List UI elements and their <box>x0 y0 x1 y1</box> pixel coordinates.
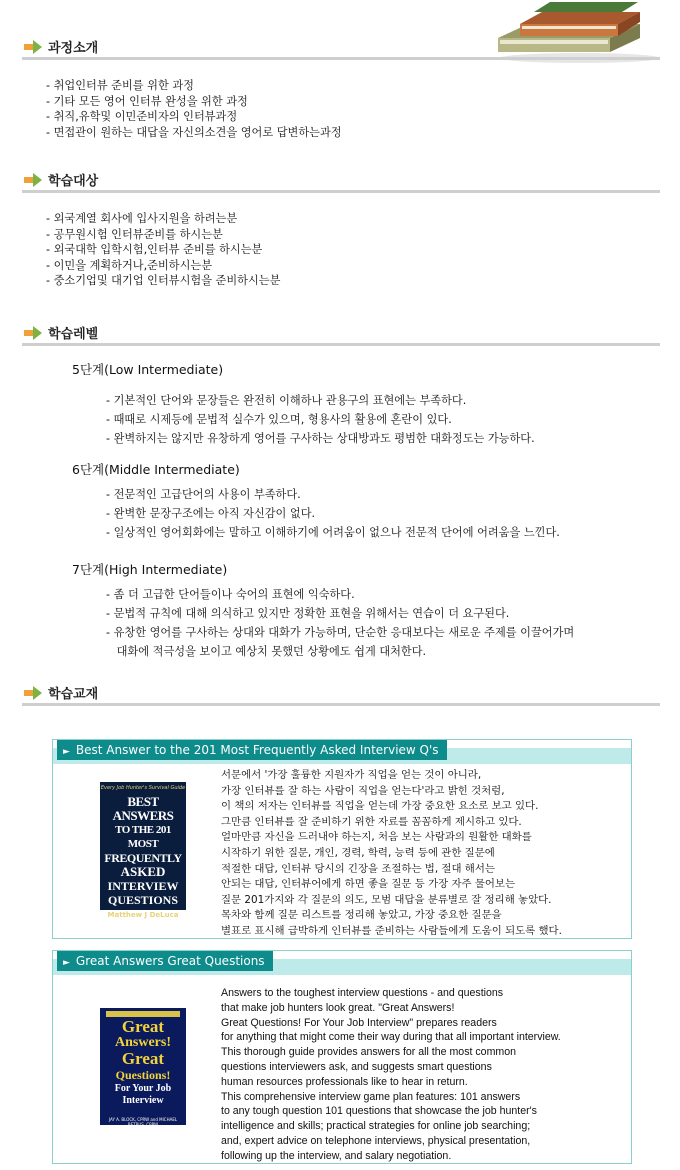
section-title: 학습레벨 <box>48 327 99 342</box>
list-item: 대화에 적극성을 보이고 예상치 못했던 상황에도 쉽게 대처한다. <box>106 645 427 658</box>
cover-title-line: Answers! <box>115 1035 171 1050</box>
cover-title-line: INTERVIEW <box>107 879 179 893</box>
book-card <box>52 950 632 1164</box>
section-divider <box>22 190 660 193</box>
level-5-title: 5단계(Low Intermediate) <box>72 362 224 377</box>
triangle-right-icon: ► <box>63 958 70 968</box>
description-line: questions interviewers ask, and suggests smart questions <box>221 1060 492 1073</box>
description-line: for anything that might come their way during that all important interview. <box>221 1031 561 1044</box>
book-title: Best Answer to the 201 Most Frequently Asked Interview Q's <box>75 743 439 757</box>
description-line: This comprehensive interview game plan features: 101 answers <box>221 1090 521 1103</box>
list-item: - 완벽하지는 않지만 유창하게 영어를 구사하는 상대방과도 평범한 대화정도는 가능하다. <box>106 432 535 445</box>
list-item: - 면접관이 원하는 대답을 자신의소견을 영어로 답변하는과정 <box>46 125 342 139</box>
list-item: - 취업인터뷰 준비를 위한 과정 <box>46 79 194 92</box>
list-item: - 외국대학 입학시험,인터뷰 준비를 하시는분 <box>46 243 263 256</box>
section-header-target-learners <box>22 167 660 193</box>
cover-title-line: Questions! <box>115 1068 171 1082</box>
description-line: that make job hunters look great. "Great Answers! <box>221 1001 455 1014</box>
list-item: - 이민을 계획하거나,준비하시는분 <box>46 258 213 272</box>
book-description <box>221 986 561 1164</box>
arrow-icon <box>24 40 42 54</box>
book-title: Great Answers Great Questions <box>75 954 265 968</box>
level-6-title: 6단계(Middle Intermediate) <box>72 462 240 477</box>
description-line: 가장 인터뷰를 잘 하는 사람이 직업을 얻는다'라고 밝힌 것처럼, <box>221 784 505 797</box>
list-item: - 유창한 영어를 구사하는 상대와 대화가 가능하며, 단순한 응대보다는 새로운 주제를 이끌어가며 <box>106 626 575 639</box>
description-line: following up the interview, and salary negotiation. <box>221 1149 452 1162</box>
list-item: - 기본적인 단어와 문장들은 완전히 이해하나 관용구의 표현에는 부족하다. <box>106 394 467 407</box>
description-line: 시작하기 위한 질문, 개인, 경력, 학력, 능력 등에 관한 질문에 <box>221 846 495 859</box>
level-5-list <box>106 391 535 448</box>
arrow-icon <box>24 686 42 700</box>
list-item: - 일상적인 영어회화에는 말하고 이해하기에 어려움이 없으나 전문적 단어에 어려움을 느낀다. <box>106 526 560 539</box>
description-line: This thorough guide provides answers for all the most common <box>221 1046 517 1059</box>
description-line: Great Questions! For Your Job Interview" prepares readers <box>221 1016 497 1029</box>
description-line: 서문에서 '가장 훌륭한 지원자가 직업을 얻는 것이 아니라, <box>221 769 482 781</box>
book-title-tab <box>57 740 447 760</box>
section-header-materials <box>22 680 660 706</box>
cover-title-line: Interview <box>122 1095 164 1106</box>
list-item: - 완벽한 문장구조에는 아직 자신감이 없다. <box>106 507 316 520</box>
arrow-icon <box>24 326 42 340</box>
description-line: and, expert advice on telephone interviews, physical presentation, <box>221 1134 531 1147</box>
cover-title-line: BEST ANSWERS <box>112 794 174 823</box>
book-card <box>52 739 632 939</box>
book-title-tab <box>57 951 273 971</box>
cover-title-line: QUESTIONS <box>107 893 179 907</box>
cover-title-line: For Your Job <box>114 1083 172 1094</box>
list-item: - 때때로 시제등에 문법적 실수가 있으며, 형용사의 활용에 혼란이 있다. <box>106 413 452 426</box>
description-line: 이 책의 저자는 인터뷰를 직업을 얻는데 가장 중요한 요소로 보고 있다. <box>221 800 539 813</box>
section-title: 과정소개 <box>48 41 99 56</box>
description-line: 목차와 함께 질문 리스트를 정리해 놓았고, 가장 중요한 질문을 <box>221 909 502 922</box>
cover-author: Matthew J DeLuca <box>107 911 179 919</box>
level-7-title: 7단계(High Intermediate) <box>72 562 228 577</box>
arrow-icon <box>24 173 42 187</box>
description-line: human resources professionals like to hear in return. <box>221 1075 468 1088</box>
target-learners-list <box>46 211 280 289</box>
section-header-course-intro <box>22 34 660 60</box>
description-line: 질문 201가지와 각 질문의 의도, 모범 대답을 분류별로 잘 정리해 놓았다. <box>221 893 552 906</box>
book-description <box>221 768 562 940</box>
list-item: - 중소기업및 대기업 인터뷰시험을 준비하시는분 <box>46 274 281 287</box>
list-item: - 취직,유학및 이민준비자의 인터뷰과정 <box>46 110 238 123</box>
triangle-right-icon: ► <box>63 747 70 757</box>
list-item: - 전문적인 고급단어의 사용이 부족하다. <box>106 488 301 501</box>
cover-title-line: ASKED <box>120 864 166 879</box>
description-line: 안되는 대답, 인터뷰어에게 하면 좋을 질문 등 가장 자주 물어보는 <box>221 878 515 891</box>
description-line: to any tough question 101 questions that showcase the job hunter's <box>221 1105 537 1118</box>
cover-title-line: Great <box>121 1017 165 1036</box>
cover-tagline: Every Job Hunter's Survival Guide <box>100 785 186 791</box>
section-header-levels <box>22 320 660 346</box>
section-divider <box>22 343 660 346</box>
list-item: - 공무원시험 인터뷰준비를 하시는분 <box>46 227 223 241</box>
description-line: 적절한 대답, 인터뷰 당시의 긴장을 조절하는 법, 절대 해서는 <box>221 862 495 875</box>
level-6-list <box>106 485 560 542</box>
cover-title-line: Great <box>121 1049 165 1068</box>
book-cover <box>100 782 186 919</box>
section-title: 학습대상 <box>48 174 99 189</box>
section-divider <box>22 57 660 60</box>
section-divider <box>22 703 660 706</box>
cover-title <box>100 1019 186 1107</box>
list-item: - 기타 모든 영어 인터뷰 완성을 위한 과정 <box>46 94 248 108</box>
level-7-list <box>106 585 574 661</box>
book-cover <box>100 1008 186 1125</box>
description-line: 얼마만큼 자신을 드러내야 하는지, 처음 보는 사람과의 원활한 대화를 <box>221 831 532 844</box>
cover-author: JAY A. BLOCK, CPRW and MICHAEL BETRUS, CPRW <box>108 1117 178 1127</box>
cover-title-line: FREQUENTLY <box>104 851 182 865</box>
description-line: Answers to the toughest interview questions - and questions <box>221 987 504 999</box>
description-line: 별표로 표시해 급박하게 인터뷰를 준비하는 사람들에게 도움이 되도록 했다. <box>221 924 562 937</box>
description-line: 그만큼 인터뷰를 잘 준비하기 위한 자료를 꼼꼼하게 제시하고 있다. <box>221 815 522 828</box>
section-title: 학습교재 <box>48 687 99 702</box>
cover-title-line: TO THE 201 MOST <box>115 824 171 850</box>
list-item: - 문법적 규칙에 대해 의식하고 있지만 정확한 표현을 위해서는 연습이 더 요구된다. <box>106 607 510 620</box>
description-line: intelligence and skills; practical strategies for online job searching; <box>221 1120 531 1133</box>
course-intro-list <box>46 78 342 140</box>
list-item: - 좀 더 고급한 단어들이나 숙어의 표현에 익숙하다. <box>106 588 355 601</box>
list-item: - 외국계열 회사에 입사지원을 하려는분 <box>46 212 238 225</box>
cover-title <box>100 795 186 907</box>
